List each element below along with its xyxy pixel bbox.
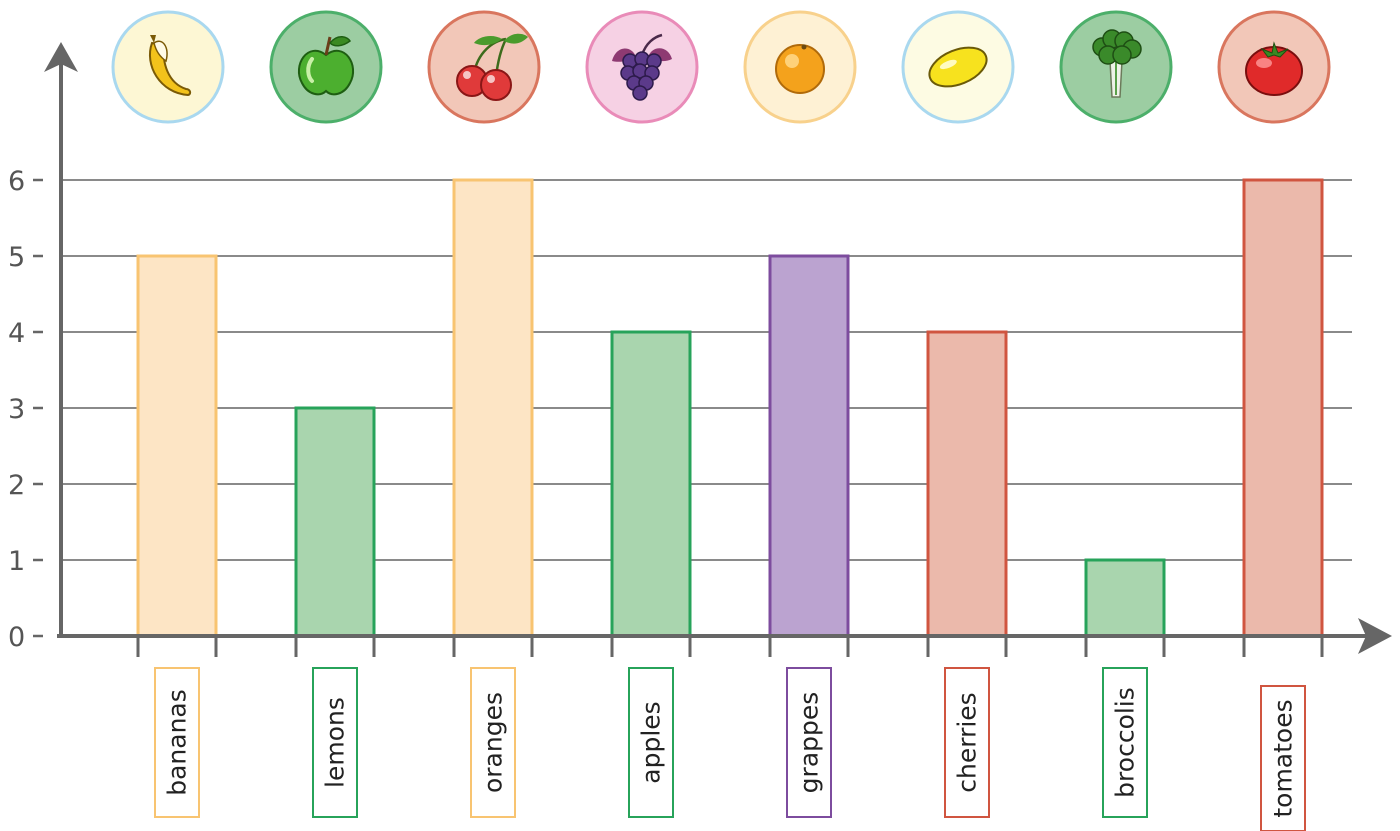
gridlines (61, 180, 1352, 560)
category-labels (155, 668, 1305, 831)
y-tick-labels (8, 166, 43, 653)
category-label-cherries: cherries (952, 692, 982, 793)
bar-broccolis (1086, 560, 1164, 636)
bar-cherries (928, 332, 1006, 636)
y-tick-label: 2 (8, 470, 26, 501)
bar-apples (612, 332, 690, 636)
category-label-tomatoes: tomatoes (1268, 699, 1298, 818)
lemon-icon (903, 12, 1013, 122)
apple-icon (271, 12, 381, 122)
x-tick-marks (138, 636, 1322, 657)
broccoli-icon (1061, 12, 1171, 122)
cherries-icon (429, 12, 539, 122)
category-icons (113, 12, 1329, 122)
y-tick-label: 1 (8, 546, 26, 577)
y-tick-label: 0 (8, 622, 26, 653)
y-tick-label: 6 (8, 166, 26, 197)
y-tick-label: 5 (8, 242, 26, 273)
orange-icon (745, 12, 855, 122)
banana-icon (113, 12, 223, 122)
category-label-bananas: bananas (162, 689, 192, 796)
y-tick-label: 4 (8, 318, 26, 349)
bar-grappes (770, 256, 848, 636)
bar-oranges (454, 180, 532, 636)
axes (44, 42, 1392, 654)
bar-bananas (138, 256, 216, 636)
category-label-oranges: oranges (478, 691, 508, 794)
category-label-grappes: grappes (794, 691, 824, 794)
bar-lemons (296, 408, 374, 636)
y-tick-label: 3 (8, 394, 26, 425)
category-label-apples: apples (636, 701, 666, 784)
category-label-lemons: lemons (320, 697, 350, 788)
bar-tomatoes (1244, 180, 1322, 636)
tomato-icon (1219, 12, 1329, 122)
grapes-icon (587, 12, 697, 122)
category-label-broccolis: broccolis (1110, 687, 1140, 798)
